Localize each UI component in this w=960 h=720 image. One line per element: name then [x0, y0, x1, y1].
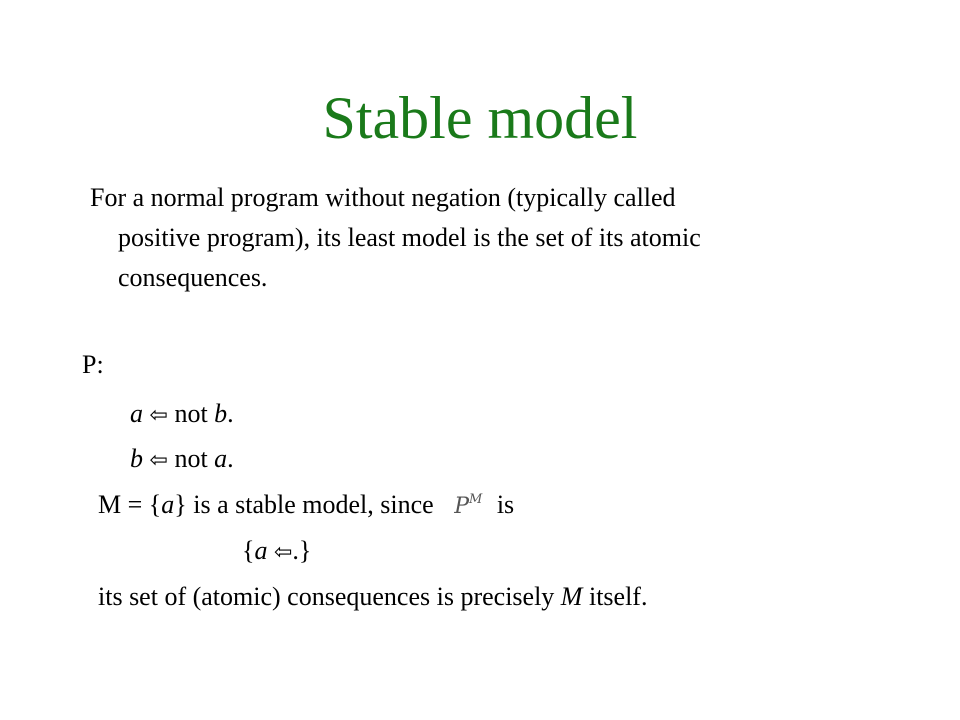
reduct-superscript: M — [469, 492, 483, 507]
reduct-open: { — [242, 536, 255, 565]
conclusion-suffix: itself. — [588, 582, 648, 611]
rule-2-body: a — [214, 444, 228, 473]
rule-1-end: . — [227, 399, 234, 428]
left-arrow-icon: ⇦ — [149, 448, 168, 473]
rule-1-head: a — [130, 399, 143, 428]
slide-title: Stable model — [322, 85, 638, 151]
rule-1-not: not — [174, 399, 208, 428]
conclusion-model: M — [560, 582, 583, 611]
conclusion-prefix: its set of (atomic) consequences is precisely — [98, 582, 555, 611]
left-arrow-icon: ⇦ — [149, 403, 168, 428]
program-rule-1 — [130, 401, 234, 427]
claim-atom: a — [161, 490, 175, 519]
intro-line-3: consequences. — [118, 263, 268, 292]
conclusion-line — [98, 584, 647, 610]
claim-prefix: M = { — [98, 490, 162, 519]
reduct-program — [242, 538, 311, 564]
rule-1-body: b — [214, 399, 228, 428]
left-arrow-icon: ⇦ — [273, 540, 293, 565]
reduct-close: .} — [292, 536, 312, 565]
reduct-base: P — [454, 494, 469, 519]
intro-line-1: For a normal program without negation (typically called — [90, 183, 676, 212]
stable-model-claim — [98, 492, 514, 518]
program-label: P: — [82, 350, 104, 379]
rule-2-head: b — [130, 444, 143, 473]
claim-suffix: is — [496, 490, 515, 519]
intro-line-2: positive program), its least model is the set of its atomic — [118, 223, 701, 252]
reduct-atom: a — [254, 536, 268, 565]
program-rule-2 — [130, 446, 234, 472]
reduct-formula — [454, 494, 482, 519]
claim-mid: } is a stable model, since — [174, 490, 434, 519]
rule-2-end: . — [227, 444, 234, 473]
rule-2-not: not — [174, 444, 208, 473]
intro-paragraph — [90, 178, 870, 298]
